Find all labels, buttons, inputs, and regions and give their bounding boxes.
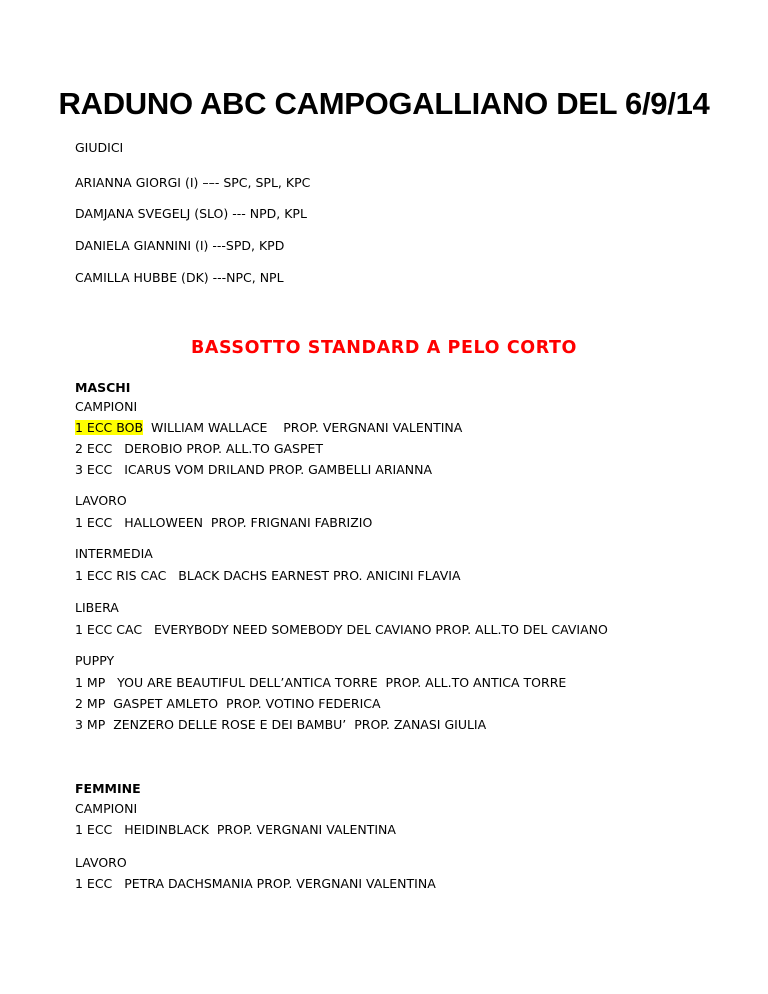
maschi-intermedia-label: INTERMEDIA: [75, 546, 153, 561]
bob-highlight: 1 ECC BOB: [75, 420, 144, 435]
result-line: 3 ECC ICARUS VOM DRILAND PROP. GAMBELLI ARIANNA: [75, 462, 432, 477]
maschi-lavoro-label: LAVORO: [75, 493, 127, 508]
result-line: 2 ECC DEROBIO PROP. ALL.TO GASPET: [75, 441, 324, 456]
result-line: 1 ECC HALLOWEEN PROP. FRIGNANI FABRIZIO: [75, 515, 373, 530]
result-line: 1 MP YOU ARE BEAUTIFUL DELL’ANTICA TORRE PROP. ALL.TO ANTICA TORRE: [75, 675, 567, 690]
maschi-heading: MASCHI: [75, 380, 131, 395]
page-title: RADUNO ABC CAMPOGALLIANO DEL 6/9/14: [58, 86, 710, 121]
result-line: 3 MP ZENZERO DELLE ROSE E DEI BAMBU’ PROP. ZANASI GIULIA: [75, 717, 487, 732]
maschi-libera-label: LIBERA: [75, 600, 119, 615]
femmine-lavoro-label: LAVORO: [75, 855, 127, 870]
result-line: 1 ECC PETRA DACHSMANIA PROP. VERGNANI VALENTINA: [75, 876, 436, 891]
judge-line: DAMJANA SVEGELJ (SLO) --- NPD, KPL: [75, 206, 307, 221]
result-line: [75, 420, 462, 436]
femmine-campioni-label: CAMPIONI: [75, 801, 138, 816]
section-title: BASSOTTO STANDARD A PELO CORTO: [190, 338, 578, 358]
judge-line: CAMILLA HUBBE (DK) ---NPC, NPL: [75, 270, 284, 285]
judges-heading: GIUDICI: [75, 140, 124, 155]
result-line: 2 MP GASPET AMLETO PROP. VOTINO FEDERICA: [75, 696, 381, 711]
judge-line: DANIELA GIANNINI (I) ---SPD, KPD: [75, 238, 285, 253]
result-text: WILLIAM WALLACE PROP. VERGNANI VALENTINA: [143, 420, 463, 435]
maschi-puppy-label: PUPPY: [75, 653, 115, 668]
maschi-campioni-label: CAMPIONI: [75, 399, 138, 414]
result-line: 1 ECC RIS CAC BLACK DACHS EARNEST PRO. ANICINI FLAVIA: [75, 568, 461, 583]
result-line: 1 ECC CAC EVERYBODY NEED SOMEBODY DEL CAVIANO PROP. ALL.TO DEL CAVIANO: [75, 622, 608, 637]
femmine-heading: FEMMINE: [75, 781, 141, 796]
result-line: 1 ECC HEIDINBLACK PROP. VERGNANI VALENTINA: [75, 822, 396, 837]
judge-line: ARIANNA GIORGI (I) ––- SPC, SPL, KPC: [75, 175, 311, 190]
